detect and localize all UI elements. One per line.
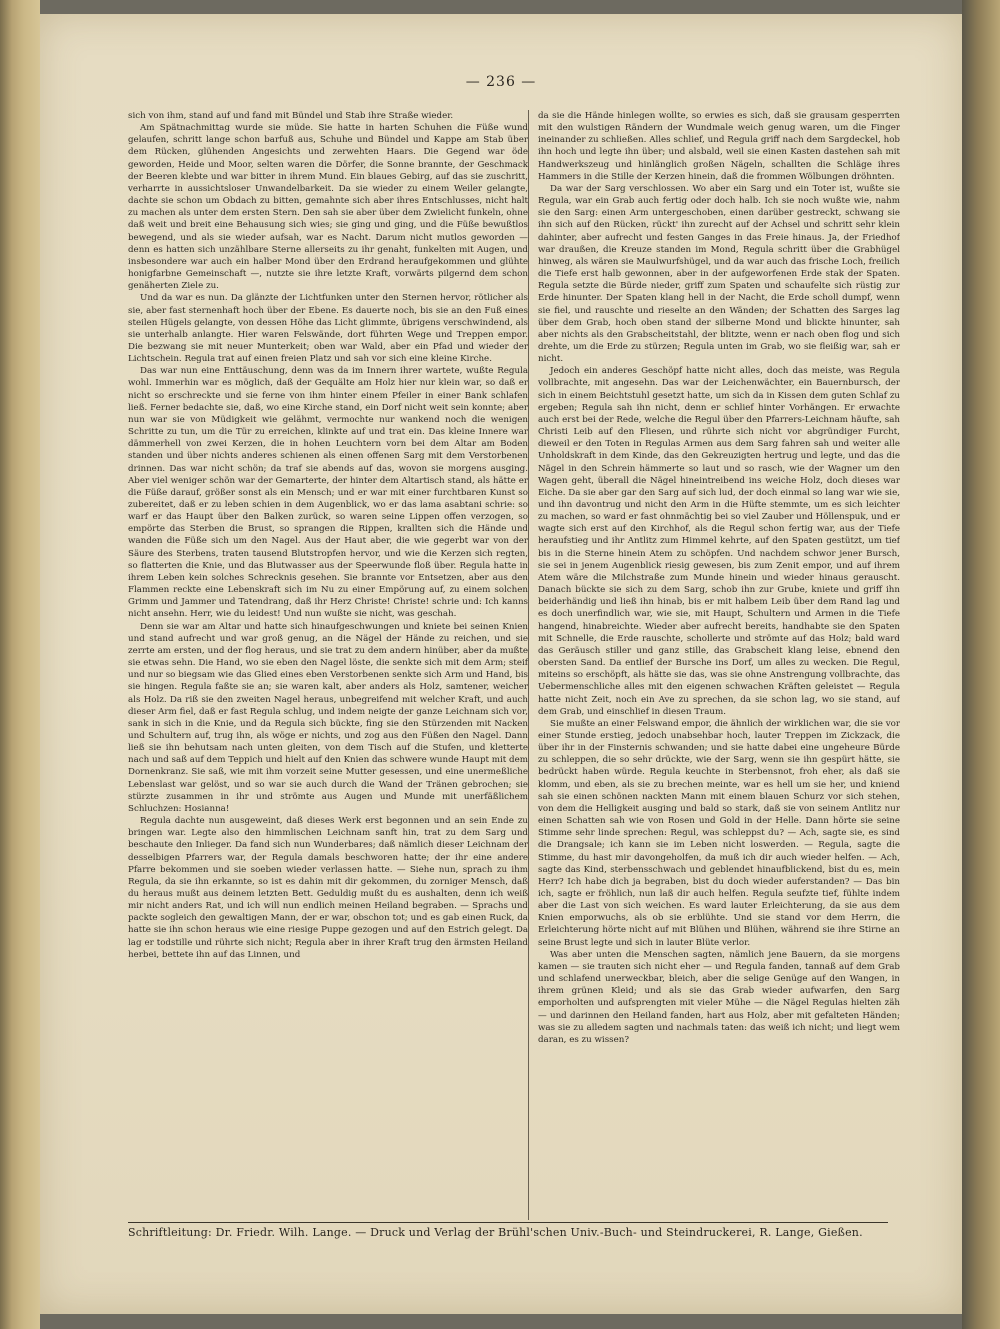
book-page [40, 14, 962, 1314]
right-paragraph-4: Sie mußte an einer Felswand empor, die ähnlich der wirklichen war, die sie vor einer Stunde erstieg, jedoch unabsehbar hoch, lauter Treppen im Zickzack, die über ihr in der Finsternis schwanden; und sie hatte dabei eine ungeheure Bürde zu schleppen, die so sehr drückte, wie der Sarg, wenn sie ihn gespürt hätte, sie bedrückt haben würde. Regula keuchte in Sterbensnot, froh eher, als daß sie klomm, und eben, als sie zu brechen meinte, war es hell um sie her, und kniend sah sie einen schönen nackten Mann mit einem blauen Schurz vor sich stehen, von dem die Helligkeit ausging und bald so stark, daß sie von seinem Antlitz nur einen Schatten sah wie von Rosen und Gold in der Helle. Dann hörte sie seine Stimme sehr linde sprechen: Regul, was schleppst du? — Ach, sagte sie, es sind die Drangsale; ich kann sie im Leben nicht loswerden. — Regula, sagte die Stimme, du hast mir davongeholfen, da muß ich dir auch wieder helfen. — Ach, sagte das Kind, sterbensschwach und geblendet hinaufblickend, bist du es, mein Herr? Ich habe dich ja begraben, bist du doch wieder auferstanden? — Das bin ich, sagte er fröhlich, nun laß dir auch helfen. Regula seufzte tief, fühlte indem aber die Last von sich weichen. Es ward lauter Erleichterung, da sie aus dem Knien emporwuchs, als ob sie erblühte. Und sie stand vor dem Herrn, die Erleichterung hörte nicht auf mit Blühen und Blühen, während sie ihre Stirne an seine Brust legte und sich in lauter Blüte verlor. [538, 718, 900, 948]
left-column [128, 110, 528, 1220]
book-page-stack [0, 0, 40, 1329]
right-paragraph-3: Jedoch ein anderes Geschöpf hatte nicht alles, doch das meiste, was Regula vollbrachte, mit angesehn. Das war der Leichenwächter, ein Bauernbursch, der sich in einem Beichtstuhl gesetzt hatte, um sich da in Kissen dem guten Schlaf zu ergeben; Regula sah ihn nicht, denn er schlief hinter Vorhängen. Er erwachte auch erst bei der Rede, welche die Regul über den Pfarrers-Leichnam häufte, sah Christi Leib auf den Fliesen, und rührte sich nicht vor abgründiger Furcht, dieweil er den Toten in Regulas Armen aus dem Sarg fahren sah und weiter alle Unholdskraft in dem Kinde, das den Gekreuzigten hertrug und legte, und das die Nägel in den Schrein hämmerte so laut und so rasch, wie der Wagner um den Wagen geht, überall die Nägel hineintreibend ins weiche Holz, doch dieses war Eiche. Da sie aber gar den Sarg auf sich lud, der doch einmal so lang war wie sie, und ihn davontrug und nicht den Arm in die Hüfte stemmte, um es sich leichter zu machen, so ward er fast ohnmächtig bei so viel Zauber und Höllenspuk, und er wagte sich erst auf den Kirchhof, als die Regul schon fertig war, aus der Tiefe heraufstieg und ihr Antlitz zum Himmel kehrte, auf den Spaten gestützt, um tief bis in die Sterne hinein Atem zu schöpfen. Und nachdem schwor jener Bursch, sie sei in jenem Augenblick riesig gewesen, bis zum Zenit empor, und auf ihrem Atem wäre die Milchstraße zum Munde hinein und wieder hinaus gerauscht. Danach bückte sie sich zu dem Sarg, schob ihn zur Grube, kniete und griff ihn beiderhändig und ließ ihn hinab, bis er mit halbem Leib über dem Rand lag und es doch unerfindlich war, wie sie, mit Haupt, Schultern und Armen in die Tiefe hangend, hinabreichte. Wieder aber aufrecht bereits, handhabte sie den Spaten mit Schnelle, die Erde rauschte, schollerte und strömte auf das Holz; bald ward das Geräusch stiller und ganz stille, das Grabscheit klang leise, ebnend den obersten Sand. Da entlief der Bursche ins Dorf, um alles zu wecken. Die Regul, miteins so erschöpft, als hätte sie das, was sie ohne Anstrengung vollbrachte, das Uebermenschliche alles mit den eigenen schwachen Kräften geleistet — Regula hatte nicht Zeit, noch ein Ave zu sprechen, da sie schon lag, wo sie stand, auf dem Grab, und einschlief in diesen Traum. [538, 366, 900, 717]
left-paragraph-1: sich von ihm, stand auf und fand mit Bündel und Stab ihre Straße wieder. [128, 111, 454, 121]
left-paragraph-2: Am Spätnachmittag wurde sie müde. Sie hatte in harten Schuhen die Füße wund gelaufen, schritt lange schon barfuß aus, Schuhe und Bündel und Kappe am Stab über dem Rücken, glühenden Angesichts und zerwehten Haars. Die Gegend war öde geworden, Heide und Moor, selten waren die Dörfer, die Sonne brannte, der Geschmack der Beeren klebte und war bitter in ihrem Mund. Ein blaues Gebirg, auf das sie zuschritt, verharrte in aussichtsloser Unwandelbarkeit. Da sie wieder zu einem Weiler gelangte, dachte sie schon um Obdach zu bitten, gemahnte sich aber ihres Entschlusses, nicht halt zu machen als unter dem ersten Stern. Den sah sie aber über dem Zwielicht funkeln, ohne daß weit und breit eine Behausung sich wies; sie ging und ging, und die Füße bewußtlos bewegend, und als sie wieder aufsah, war es Nacht. Darum nicht mutlos geworden — denn es hatten sich unzählbare Sterne allerseits zu ihr genaht, funkelten mit Augen, und insbesondere war auch ein halber Mond über den Erdrand heraufgekommen und glühte honigfarbne Gemeinschaft —, nutzte sie ihre letzte Kraft, vorwärts pilgernd dem schon genäherten Ziele zu. [128, 123, 528, 292]
right-paragraph-5: Was aber unten die Menschen sagten, nämlich jene Bauern, da sie morgens kamen — sie trauten sich nicht eher — und Regula fanden, tannaß auf dem Grab und schlafend unerweckbar, bleich, aber die selige Genüge auf den Wangen, in ihrem grünen Kleid; und als sie das Grab wieder aufwarfen, den Sarg emporholten und aufsprengten mit vieler Mühe — die Nägel Regulas hielten zäh — und darinnen den Heiland fanden, hart aus Holz, aber mit gefalteten Händen; was sie zu alledem sagten und nachmals taten: das weiß ich nicht; und liegt wem daran, es zu wissen? [538, 949, 900, 1045]
right-paragraph-2: Da war der Sarg verschlossen. Wo aber ein Sarg und ein Toter ist, wußte sie Regula, war ein Grab auch fertig oder doch halb. Ich sie noch wußte wie, nahm sie den Sarg: einen Arm untergeschoben, einen darüber gestreckt, schwang sie ihn sich auf den Rücken, rückt' ihn zurecht auf der Achsel und schritt sehr klein dahinter, aber aufrecht und festen Ganges in das Freie hinaus. Ja, der Friedhof war draußen, die Kreuze standen im Mond, Regula schritt über die Grabhügel hinweg, als wären sie Maulwurfshügel, und da war auch das frische Loch, freilich die Tiefe erst halb gewonnen, aber in der aufgeworfenen Erde stak der Spaten. Regula setzte die Bürde nieder, griff zum Spaten und schaufelte sich rüstig zur Erde hinunter. Der Spaten klang hell in der Nacht, die Erde scholl dumpf, wenn sie fiel, und rauschte und rieselte an den Wänden; der Schatten des Sarges lag über dem Grab, hoch oben stand der silberne Mond und blickte hinunter, sah aber nichts als den Grabscheitstahl, der blitzte, wenn er nach oben flog und sich drehte, um die Erde zu stürzen; Regula unten im Grab, wo sie fleißig war, sah er nicht. [538, 183, 900, 365]
left-paragraph-3: Und da war es nun. Da glänzte der Lichtfunken unter den Sternen hervor, rötlicher als sie, aber fast sternenhaft hoch über der Ebene. Es dauerte noch, bis sie an den Fuß eines steilen Hügels gelangte, von dessen Höhe das Licht glimmte, übrigens verschwindend, als sie unterhalb anlangte. Hier waren Felswände, dort führten Wege und Treppen empor. Die bezwang sie mit neuer Munterkeit; oben war Wald, aber ein Pfad und wieder der Lichtschein. Regula trat auf einen freien Platz und sah vor sich eine kleine Kirche. [128, 293, 528, 365]
imprint-footer: Schriftleitung: Dr. Friedr. Wilh. Lange. — Druck und Verlag der Brühl'schen Univ.-Buch- und Steindruckerei, R. Lange, Gießen. [128, 1226, 863, 1239]
right-column [528, 110, 900, 1220]
book-right-edge [962, 0, 1000, 1329]
left-paragraph-5: Denn sie war am Altar und hatte sich hinaufgeschwungen und kniete bei seinen Knien und stand aufrecht und war groß genug, an die Nägel der Hände zu reichen, und sie zerrte am ersten, und der flog heraus, und sie trat zu dem andern hinüber, aber da mußte sie etwas sehn. Die Hand, wo sie eben den Nagel löste, die senkte sich mit dem Arm; steif und nur so biegsam wie das Glied eines eben Verstorbenen senkte sich Arm und Hand, bis sie hingen. Regula faßte sie an; sie waren kalt, aber anders als Holz, samtener, weicher als Holz. Da riß sie den zweiten Nagel heraus, unbegreifend mit welcher Kraft, und auch dieser Arm fiel, daß er fast Regula schlug, und indem neigte der ganze Leichnam sich vor, sank in sich in die Knie, und da Regula sich bückte, fing sie den Stürzenden mit Nacken und Schultern auf, trug ihn, als wöge er nichts, und zog aus den Füßen den Nagel. Dann ließ sie ihn behutsam nach unten gleiten, von dem Tisch auf die Stufen, und kletterte nach und saß auf dem Teppich und hielt auf den Knien das schwere wunde Haupt mit dem Dornenkranz. Sie saß, wie mit ihm vorzeit seine Mutter gesessen, und eine unermeßliche Lebenslast war gelöst, und so war sie auch durch die Wand der Tränen gebrochen; sie stürzte zusammen in ihr und strömte aus Augen und Munde mit unerfäßlichem Schluchzen: Hosianna! [128, 621, 528, 814]
left-paragraph-4: Das war nun eine Enttäuschung, denn was da im Innern ihrer wartete, wußte Regula wohl. Immerhin war es möglich, daß der Gequälte am Holz hier nur klein war, so daß er nicht so erschreckte und sie ferne von ihm hinter einem Pfeiler in einer Bank schlafen ließ. Ferner bedachte sie, daß, wo eine Kirche stand, ein Dorf nicht weit sein konnte; aber nun war sie von Müdigkeit wie gelähmt, vermochte nur wankend noch die wenigen Schritte zu tun, um die Tür zu erreichen, klinkte auf und trat ein. Das kleine Innere war dämmerhell von zwei Kerzen, die in hohen Leuchtern vorn bei dem Altar am Boden standen und über nichts anderes schienen als einen offenen Sarg mit dem Verstorbenen drinnen. Das war nicht schön; da traf sie abends auf das, wovon sie morgens ausging. Aber viel weniger schön war der Gemarterte, der hinter dem Altartisch stand, als hätte er die Füße darauf, größer sonst als ein Mensch; und er war mit einer furchtbaren Kunst so zubereitet, daß er zu leben schien in dem Augenblick, wo er das lama asabtani schrie: so warf er das Haupt über den Balken zurück, so waren seine Lippen offen verzogen, so empörte das Sterben die Brust, so sprangen die Rippen, krallten sich die Hände und wanden die Füße sich um den Nagel. Aus der Haut aber, die wie gegerbt war von der Säure des Sterbens, traten tausend Blutstropfen hervor, und wie die Kerzen sich regten, so flatterten die Knie, und das Blutwasser aus der Speerwunde floß über. Regula hatte in ihrem Leben kein solches Schrecknis gesehen. Sie brannte vor Entsetzen, aber aus den Flammen reckte eine Lebenskraft sich im Nu zu einer Empörung auf, zu einem solchen Grimm und Jammer und Tatendrang, daß ihr Herz Christe! Christe! schrie und: Ich kanns nicht ansehn. Herr, wie du leidest! Und nun wußte sie nicht, was geschah. [128, 366, 528, 620]
left-paragraph-6: Regula dachte nun ausgeweint, daß dieses Werk erst begonnen und an sein Ende zu bringen war. Legte also den himmlischen Leichnam sanft hin, trat zu dem Sarg und beschaute den Inlieger. Da fand sich nun Wunderbares; daß nämlich dieser Leichnam der desselbigen Pfarrers war, der Regula damals beschworen hatte; der ihr eine andere Pfarre bekommen und sie soeben wieder verlassen hatte. — Siehe nun, sprach zu ihm Regula, da sie ihn erkannte, so ist es dahin mit dir gekommen, du zorniger Mensch, daß du heraus mußt aus deinem letzten Bett. Geduldig mußt du es aushalten, denn ich weiß mir nicht anders Rat, und ich will nun endlich meinen Heiland begraben. — Sprachs und packte sogleich den gewaltigen Mann, der er war, obschon tot; und es gab einen Ruck, da hatte sie ihn schon heraus wie eine riesige Puppe gezogen und auf den Estrich gelegt. Da lag er todstille und rührte sich nicht; Regula aber in ihrer Kraft trug den ärmsten Heiland herbei, bettete ihn auf das Linnen, und [128, 816, 528, 960]
footer-rule [128, 1222, 888, 1223]
page-number: — 236 — [465, 74, 537, 90]
right-paragraph-1: da sie die Hände hinlegen wollte, so erwies es sich, daß sie grausam gesperrten mit den wulstigen Rändern der Wundmale weich genug waren, um die Finger ineinander zu schließen. Alles schlief, und Regula griff nach dem Sargdeckel, hob ihn hoch und legte ihn über; und alsbald, weil sie einen Kasten dastehen sah mit Handwerkszeug und hinlänglich großen Nägeln, schallten die Schläge ihres Hammers in die Stille der Kerzen hinein, daß die frommen Wölbungen dröhnten. [538, 111, 900, 182]
